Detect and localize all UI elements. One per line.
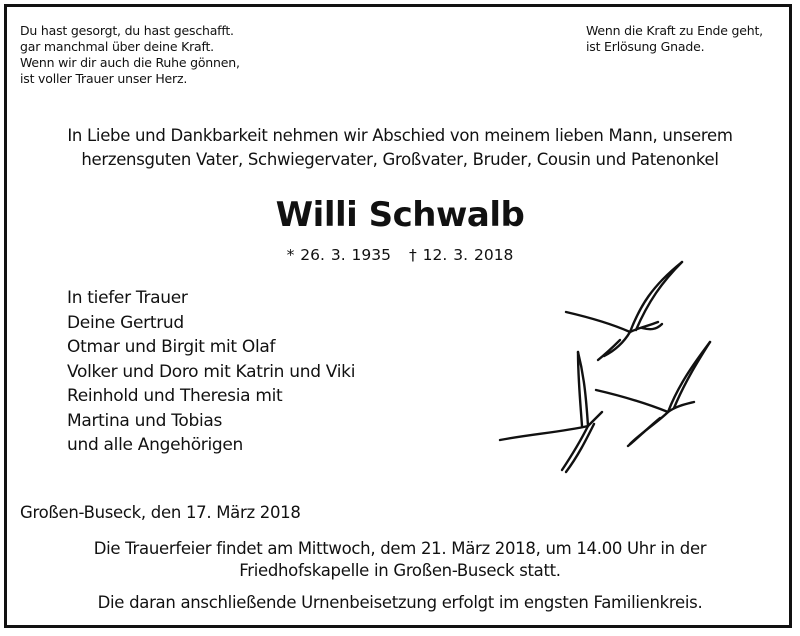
poem-left-line: ist voller Trauer unser Herz. <box>20 71 188 86</box>
urn-burial-info: Die daran anschließende Urnenbeisetzung erfolgt im engsten Familienkreis. <box>97 593 703 612</box>
mourner-line: Reinhold und Theresia mit <box>67 386 283 406</box>
funeral-line: Die Trauerfeier findet am Mittwoch, dem 21. März 2018, um 14.00 Uhr in der <box>93 539 707 558</box>
poem-right-line: Wenn die Kraft zu Ende geht, <box>586 23 763 38</box>
bird-icon <box>500 352 602 472</box>
bird-icon <box>566 262 682 360</box>
poem-left <box>20 23 240 87</box>
mourner-line: Deine Gertrud <box>67 312 184 333</box>
mourners-list <box>67 286 355 458</box>
place-date: Großen-Buseck, den 17. März 2018 <box>20 503 301 522</box>
bird-icon <box>596 342 710 446</box>
poem-left-line: Wenn wir dir auch die Ruhe gönnen, <box>20 55 240 70</box>
birth-date: * 26. 3. 1935 <box>286 246 391 264</box>
intro-text <box>0 124 800 172</box>
poem-right <box>586 23 763 55</box>
poem-left-line: Du hast gesorgt, du hast geschafft. <box>20 23 234 38</box>
flying-birds-icon <box>492 256 722 486</box>
poem-right-line: ist Erlösung Gnade. <box>586 39 705 54</box>
death-date: † 12. 3. 2018 <box>409 246 514 264</box>
deceased-name: Willi Schwalb <box>275 195 525 235</box>
funeral-info <box>0 538 800 582</box>
funeral-line: Friedhofskapelle in Großen-Buseck statt. <box>239 561 561 580</box>
mourner-line: und alle Angehörigen <box>67 435 244 455</box>
mourner-line: In tiefer Trauer <box>67 288 188 308</box>
mourner-line: Martina und Tobias <box>67 410 223 431</box>
mourner-line: Otmar und Birgit mit Olaf <box>67 337 276 357</box>
intro-line: In Liebe und Dankbarkeit nehmen wir Abschied von meinem lieben Mann, unserem <box>67 126 733 145</box>
poem-left-line: gar manchmal über deine Kraft. <box>20 39 214 54</box>
intro-line: herzensguten Vater, Schwiegervater, Großvater, Bruder, Cousin und Patenonkel <box>81 150 719 169</box>
mourner-line: Volker und Doro mit Katrin und Viki <box>67 361 356 382</box>
